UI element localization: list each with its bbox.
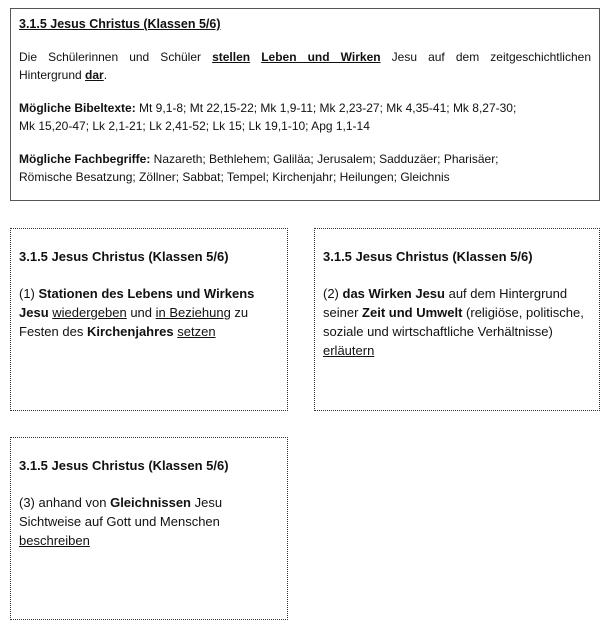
card-1-body: [19, 284, 279, 341]
card-1-verb-setzen: setzen: [177, 324, 216, 339]
bibeltexte-label: Mögliche Bibeltexte:: [19, 101, 136, 115]
card-1-bold-kirchenjahres: Kirchenjahres: [86, 324, 174, 339]
overview-intro-line2: [19, 66, 591, 84]
competence-card-2: [314, 228, 600, 411]
competence-card-3: [10, 437, 288, 620]
fachbegriffe-line2: Römische Besatzung; Zöllner; Sabbat; Tempel; Kirchenjahr; Heilungen; Gleichnis: [19, 170, 450, 184]
bibeltexte-line2: Mk 15,20-47; Lk 2,1-21; Lk 2,41-52; Lk 15; Lk 19,1-10; Apg 1,1-14: [19, 119, 370, 133]
card-2-title: 3.1.5 Jesus Christus (Klassen 5/6): [323, 249, 533, 264]
card-3-title: 3.1.5 Jesus Christus (Klassen 5/6): [19, 458, 229, 473]
card-1-zu-festen: zu Festen des: [19, 305, 249, 339]
intro-verb-dar: dar: [85, 68, 104, 82]
card-2-text: auf dem Hintergrund seiner: [323, 286, 568, 320]
fachbegriffe-line1: [19, 150, 591, 168]
intro-space: [250, 50, 261, 64]
card-1-bold-stationen: Stationen des Lebens und Wirkens Jesu: [19, 286, 255, 320]
overview-title: 3.1.5 Jesus Christus (Klassen 5/6): [19, 17, 221, 31]
competence-card-1: [10, 228, 288, 411]
fachbegriffe-list1: Nazareth; Bethlehem; Galiläa; Jerusalem; Sadduzäer; Pharisäer;: [150, 152, 499, 166]
card-2-verb-erlaeutern: erläutern: [323, 343, 375, 358]
card-2-bold-zeit-umwelt: Zeit und Umwelt: [362, 305, 463, 320]
card-1-und: und: [126, 305, 156, 320]
card-2-body: [323, 284, 591, 360]
card-3-body: [19, 493, 279, 550]
card-3-number: (3) anhand von: [19, 495, 111, 510]
overview-intro-line1: [19, 48, 591, 66]
card-2-text2: (religiöse, politische, soziale und wirtschaftliche Verhältnisse): [323, 305, 584, 339]
card-1-verb-wiedergeben: wiedergeben: [52, 305, 127, 320]
card-2-number: (2): [323, 286, 343, 301]
intro-leben-und-wirken: Leben und Wirken: [261, 50, 381, 64]
competence-overview-box: [10, 8, 600, 201]
intro-hintergrund: Hintergrund: [19, 68, 86, 82]
card-1-number: (1): [19, 286, 39, 301]
intro-period: .: [103, 68, 108, 82]
card-3-bold-gleichnissen: Gleichnissen: [110, 495, 191, 510]
card-2-bold-wirken: das Wirken Jesu: [342, 286, 445, 301]
bibeltexte-line1: [19, 99, 591, 117]
card-1-in-beziehung: in Beziehung: [155, 305, 231, 320]
intro-verb-stellen: stellen: [212, 50, 251, 64]
intro-text-cont: Jesu auf dem zeitgeschichtlichen: [380, 50, 591, 64]
card-3-verb-beschreiben: beschreiben: [19, 533, 90, 548]
card-1-title: 3.1.5 Jesus Christus (Klassen 5/6): [19, 249, 229, 264]
fachbegriffe-label: Mögliche Fachbegriffe:: [19, 152, 151, 166]
intro-text: Die Schülerinnen und Schüler: [19, 50, 213, 64]
bibeltexte-list1: Mt 9,1-8; Mt 22,15-22; Mk 1,9-11; Mk 2,23-27; Mk 4,35-41; Mk 8,27-30;: [135, 101, 517, 115]
card-3-text: Jesu Sichtweise auf Gott und Menschen: [19, 495, 223, 529]
